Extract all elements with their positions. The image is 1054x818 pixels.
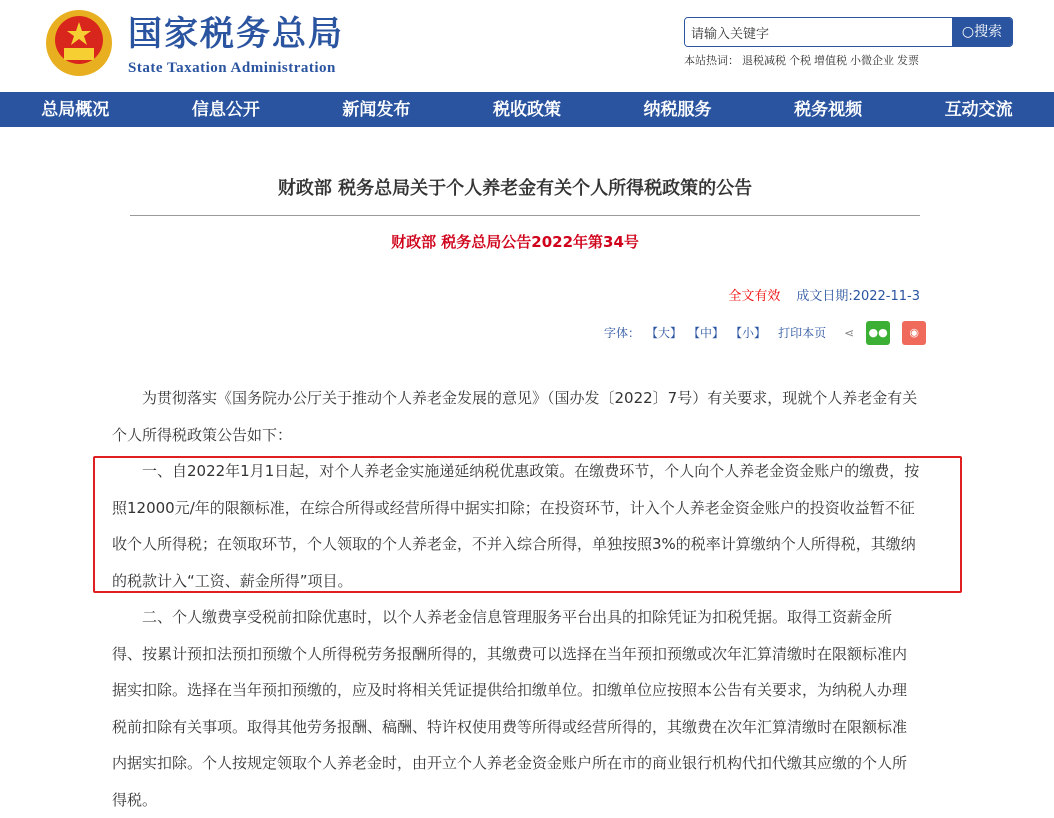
paragraph: 一、自2022年1月1日起，对个人养老金实施递延纳税优惠政策。在缴费环节，个人向个人养老金资金账户的缴费，按照12000元/年的限额标准，在综合所得或经营所得中据实扣除；在投资环节，计入个人养老金资金账户的投资收益暂不征收个人所得税；在领取环节，个人领取的个人养老金，不并入综合所得，单独按照3%的税率计算缴纳个人所得税，其缴纳的税款计入“工资、薪金所得”项目。 [112, 462, 920, 590]
divider [130, 215, 920, 216]
search-button[interactable]: ○搜索 [952, 18, 1012, 46]
nav-item[interactable]: 互动交流 [944, 99, 1013, 120]
nav-item[interactable]: 税收政策 [492, 99, 561, 120]
search-input[interactable] [685, 18, 952, 46]
article-meta [728, 288, 920, 306]
font-medium-button[interactable]: 【中】 [688, 326, 725, 340]
validity-status: 全文有效 [728, 289, 781, 304]
hot-word[interactable]: 小微企业 [850, 54, 894, 67]
search-icon: ○ [961, 24, 975, 40]
font-large-button[interactable]: 【大】 [646, 326, 683, 340]
document-number: 财政部 税务总局公告2022年第34号 [391, 233, 639, 251]
nav-item[interactable]: 新闻发布 [342, 99, 411, 120]
logo-subtitle: State Taxation Administration [128, 60, 336, 76]
article-title: 财政部 税务总局关于个人养老金有关个人所得税政策的公告 [277, 178, 753, 199]
print-button[interactable]: 打印本页 [778, 326, 827, 340]
font-label: 字体： [604, 326, 641, 340]
article-body [112, 380, 920, 818]
main-nav [0, 92, 1054, 127]
nav-item[interactable]: 信息公开 [191, 99, 260, 120]
wechat-icon[interactable]: ●● [866, 321, 890, 345]
search-bar [684, 17, 1013, 47]
hot-word[interactable]: 个税 [789, 54, 811, 67]
paragraph: 二、个人缴费享受税前扣除优惠时，以个人养老金信息管理服务平台出具的扣除凭证为扣税凭据。取得工资薪金所得、按累计预扣法预扣预缴个人所得税劳务报酬所得的，其缴费可以选择在当年预扣预缴或次年汇算清缴时在限额标准内据实扣除。选择在当年预扣预缴的，应及时将相关凭证提供给扣缴单位。扣缴单位应按照本公告有关要求，为纳税人办理税前扣除有关事项。取得其他劳务报酬、稿酬、特许权使用费等所得或经营所得的，其缴费在次年汇算清缴时在限额标准内据实扣除。个人按规定领取个人养老金时，由开立个人养老金资金账户所在市的商业银行机构代扣代缴其应缴的个人所得税。 [112, 608, 908, 809]
nav-item[interactable]: 纳税服务 [643, 99, 712, 120]
hot-word[interactable]: 增值税 [814, 54, 847, 67]
issue-date: 成文日期:2022-11-3 [796, 289, 920, 304]
hot-word[interactable]: 退税减税 [742, 54, 786, 67]
hot-word[interactable]: 发票 [897, 54, 919, 67]
paragraph: 为贯彻落实《国务院办公厅关于推动个人养老金发展的意见》（国办发〔2022〕7号）有关要求，现就个人养老金有关个人所得税政策公告如下： [112, 389, 918, 444]
article-tools [604, 320, 926, 346]
font-small-button[interactable]: 【小】 [730, 326, 767, 340]
national-emblem-icon [44, 8, 114, 78]
nav-item[interactable]: 税务视频 [794, 99, 863, 120]
logo-title: 国家税务总局 [128, 14, 344, 54]
weibo-icon[interactable]: ◉ [902, 321, 926, 345]
nav-item[interactable]: 总局概况 [41, 99, 110, 120]
share-icon[interactable]: ⋖ [844, 326, 855, 340]
hot-words: 本站热词： 退税减税 个税 增值税 小微企业 发票 [684, 54, 919, 67]
